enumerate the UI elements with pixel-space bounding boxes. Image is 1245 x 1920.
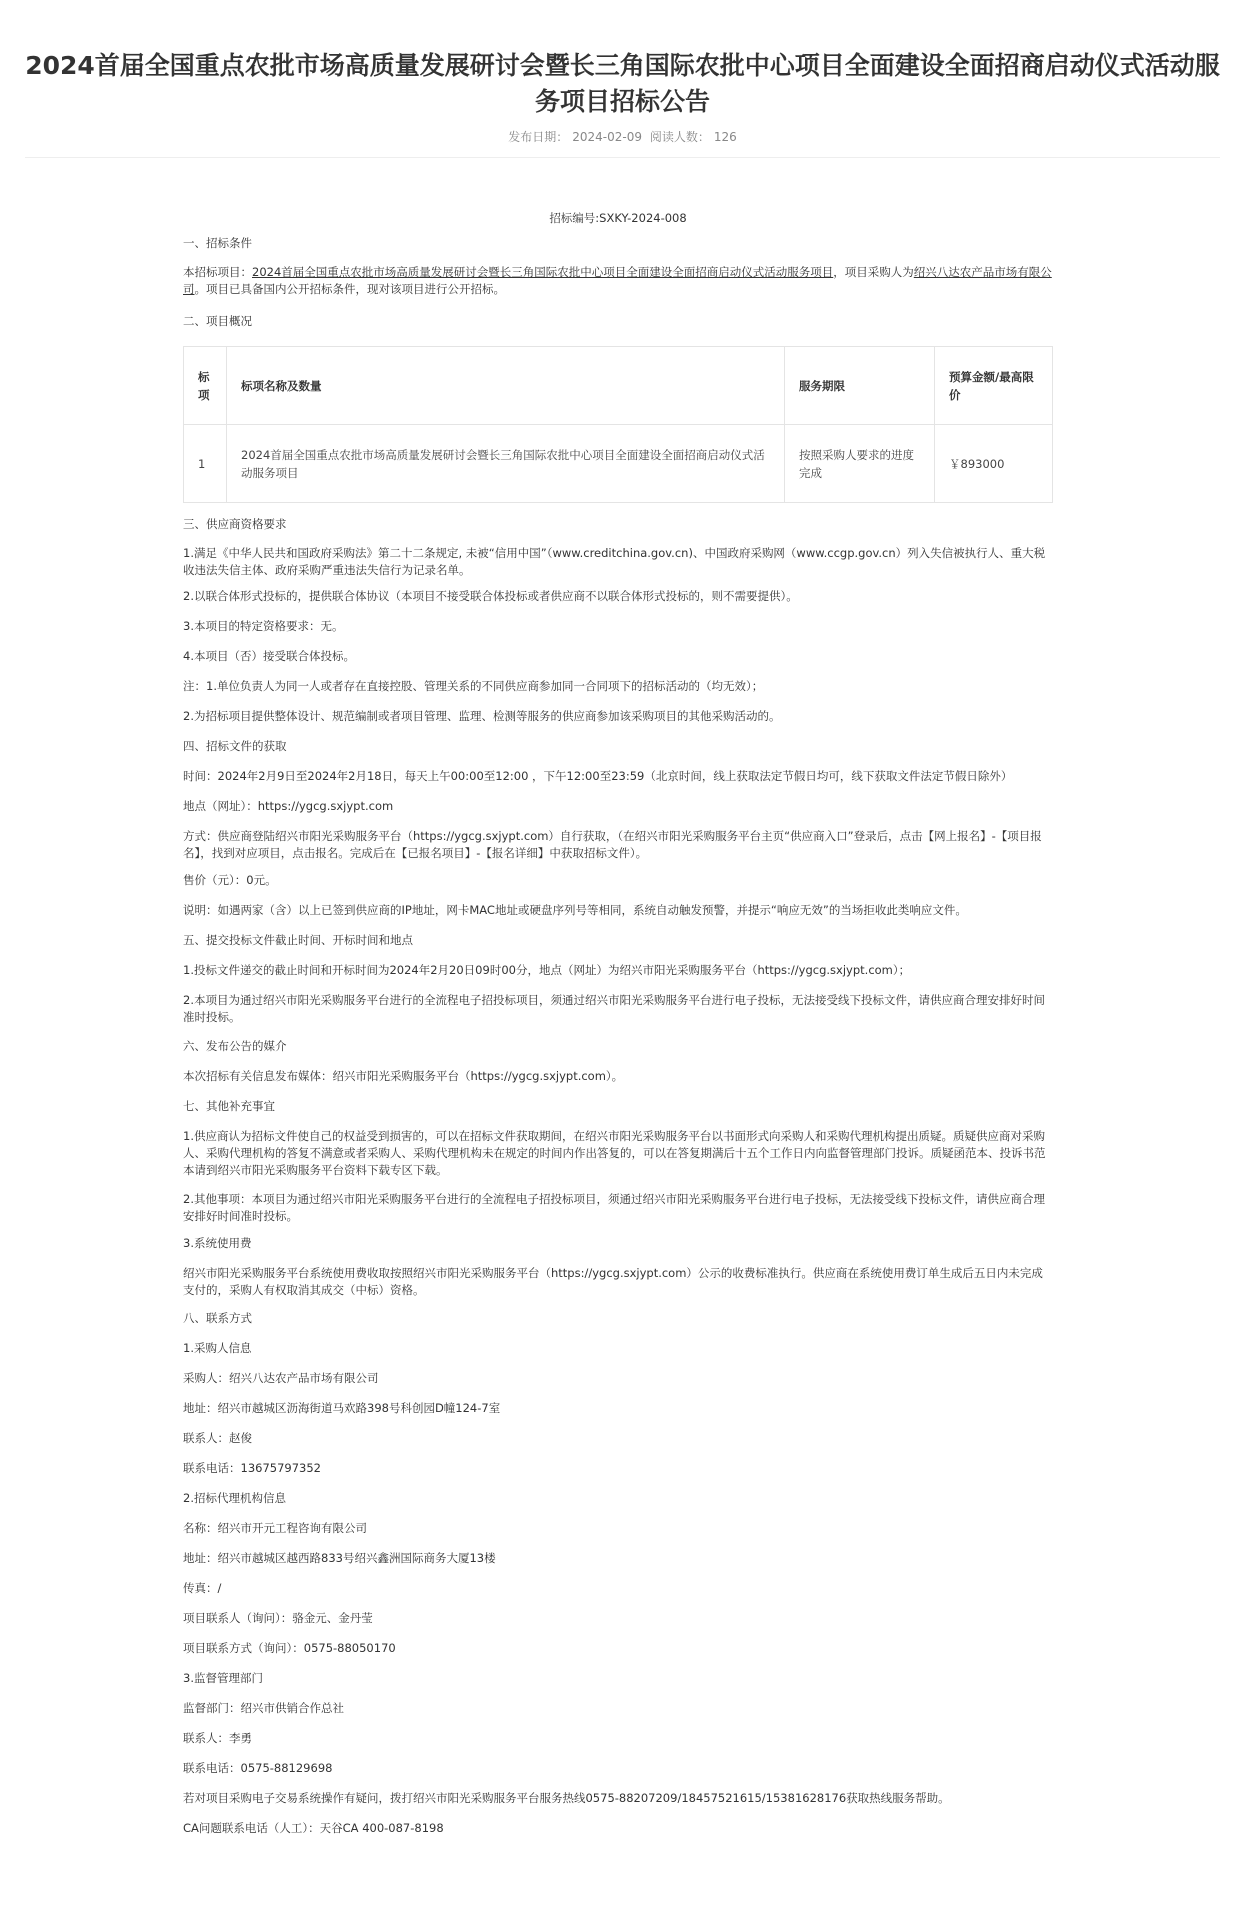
header-divider [25,157,1220,158]
page-title: 2024首届全国重点农批市场高质量发展研讨会暨长三角国际农批中心项目全面建设全面招商启动仪式活动服务项目招标公告 [25,51,1220,116]
s4-note: 说明：如遇两家（含）以上已签到供应商的IP地址，网卡MAC地址或硬盘序列号等相同，系统自动触发预警，并提示“响应无效”的当场拒收此类响应文件。 [183,903,967,917]
s5-para-1: 1.投标文件递交的截止时间和开标时间为2024年2月20日09时00分，地点（网址）为绍兴市阳光采购服务平台（https://ygcg.sxjypt.com）； [183,963,911,977]
s3-note-1: 注：1.单位负责人为同一人或者存在直接控股、管理关系的不同供应商参加同一合同项下的招标活动的（均无效）； [183,679,764,693]
s3-para-3: 3.本项目的特定资格要求：无。 [183,619,344,633]
table-header-row [184,347,1053,425]
publish-date-label: 发布日期： [508,130,569,144]
ca-phone: CA问题联系电话（人工）：天谷CA 400-087-8198 [183,1821,444,1835]
section-3-title: 三、供应商资格要求 [183,517,287,531]
buyer-name: 采购人：绍兴八达农产品市场有限公司 [183,1371,379,1385]
s7-para-4: 绍兴市阳光采购服务平台系统使用费收取按照绍兴市阳光采购服务平台（https://ygcg.sxjypt.com）公示的收费标准执行。供应商在系统使用费订单生成后五日内未完成支付的，采购人有权取消其成交（中标）资格。 [183,1266,1043,1297]
section-5-title: 五、提交投标文件截止时间、开标时间和地点 [183,933,413,947]
s3-para-4: 4.本项目（否）接受联合体投标。 [183,649,355,663]
table-cell: 1 [184,425,227,503]
supervisor-phone: 联系电话：0575-88129698 [183,1761,333,1775]
table-header-cell: 预算金额/最高限价 [935,347,1053,425]
s6-para-1: 本次招标有关信息发布媒体：绍兴市阳光采购服务平台（https://ygcg.sxjypt.com）。 [183,1069,624,1083]
project-name-link[interactable]: 2024首届全国重点农批市场高质量发展研讨会暨长三角国际农批中心项目全面建设全面招商启动仪式活动服务项目 [252,265,834,279]
s1-text-c: 。项目已具备国内公开招标条件，现对该项目进行公开招标。 [194,282,505,296]
table-cell: 按照采购人要求的进度完成 [785,425,935,503]
agent-name: 名称：绍兴市开元工程咨询有限公司 [183,1521,367,1535]
buyer-contact: 联系人：赵俊 [183,1431,252,1445]
section-4-title: 四、招标文件的获取 [183,739,287,753]
buyer-address: 地址：绍兴市越城区沥海街道马欢路398号科创园D幢124-7室 [183,1401,501,1415]
s7-para-3: 3.系统使用费 [183,1236,252,1250]
s1-text-b: ，项目采购人为 [833,265,914,279]
buyer-link[interactable]: 绍兴八达农产品市场有限公司 [183,265,1052,296]
s3-note-2: 2.为招标项目提供整体设计、规范编制或者项目管理、监理、检测等服务的供应商参加该采购项目的其他采购活动的。 [183,709,781,723]
buyer-phone: 联系电话：13675797352 [183,1461,321,1475]
s4-price: 售价（元）：0元。 [183,873,277,887]
read-count: 126 [713,130,737,144]
section-8-title: 八、联系方式 [183,1311,252,1325]
agent-address: 地址：绍兴市越城区越西路833号绍兴鑫洲国际商务大厦13楼 [183,1551,496,1565]
read-count-label: 阅读人数： [649,130,710,144]
table-cell: ￥893000 [935,425,1053,503]
supervisor-heading: 3.监督管理部门 [183,1671,263,1685]
buyer-info-heading: 1.采购人信息 [183,1341,252,1355]
agent-phone: 项目联系方式（询问）：0575-88050170 [183,1641,396,1655]
s3-para-2: 2.以联合体形式投标的，提供联合体协议（本项目不接受联合体投标或者供应商不以联合体形式投标的，则不需要提供）。 [183,589,798,603]
table-header-cell: 标项 [184,347,227,425]
section-1-text [183,264,1053,298]
agent-fax: 传真：/ [183,1581,222,1595]
s3-para-1: 1.满足《中华人民共和国政府采购法》第二十二条规定, 未被“信用中国”（www.creditchina.gov.cn)、中国政府采购网（www.ccgp.gov.cn）列入失信被执行人、重大税收违法失信主体、政府采购严重违法失信行为记录名单。 [183,546,1046,577]
s4-place: 地点（网址）：https://ygcg.sxjypt.com [183,799,394,813]
s1-text-a: 本招标项目： [183,265,252,279]
s7-para-2: 2.其他事项：本项目为通过绍兴市阳光采购服务平台进行的全流程电子招投标项目，须通过绍兴市阳光采购服务平台进行电子投标，无法接受线下投标文件，请供应商合理安排好时间准时投标。 [183,1192,1045,1223]
hotline-note: 若对项目采购电子交易系统操作有疑问，拨打绍兴市阳光采购服务平台服务热线0575-88207209/18457521615/15381628176获取热线服务帮助。 [183,1791,950,1805]
table-header-cell: 标项名称及数量 [227,347,785,425]
section-6-title: 六、发布公告的媒介 [183,1039,287,1053]
table-row [184,425,1053,503]
section-1-title: 一、招标条件 [183,236,252,250]
table-cell: 2024首届全国重点农批市场高质量发展研讨会暨长三角国际农批中心项目全面建设全面招商启动仪式活动服务项目 [227,425,785,503]
s7-para-1: 1.供应商认为招标文件使自己的权益受到损害的，可以在招标文件获取期间，在绍兴市阳光采购服务平台以书面形式向采购人和采购代理机构提出质疑。质疑供应商对采购人、采购代理机构的答复不满意或者采购人、采购代理机构未在规定的时间内作出答复的，可以在答复期满后十五个工作日内向监督管理部门投诉。质疑函范本、投诉书范本请到绍兴市阳光采购服务平台资料下载专区下载。 [183,1129,1046,1177]
supervisor-contact: 联系人：李勇 [183,1731,252,1745]
agent-info-heading: 2.招标代理机构信息 [183,1491,286,1505]
article-meta [0,128,1245,145]
s4-method: 方式：供应商登陆绍兴市阳光采购服务平台（https://ygcg.sxjypt.com）自行获取，（在绍兴市阳光采购服务平台主页“供应商入口”登录后，点击【网上报名】-【项目报名】，找到对应项目，点击报名。完成后在【已报名项目】-【报名详细】中获取招标文件）。 [183,829,1042,860]
table-header-cell: 服务期限 [785,347,935,425]
s4-time: 时间：2024年2月9日至2024年2月18日，每天上午00:00至12:00 ，下午12:00至23:59（北京时间，线上获取法定节假日均可，线下获取文件法定节假日除外） [183,769,1013,783]
section-2-title: 二、项目概况 [183,314,252,328]
publish-date: 2024-02-09 [572,130,642,144]
supervisor-dept: 监督部门：绍兴市供销合作总社 [183,1701,344,1715]
page-header [0,0,1245,158]
section-7-title: 七、其他补充事宜 [183,1099,275,1113]
project-table [183,346,1053,503]
tender-code: 招标编号:SXKY-2024-008 [549,211,687,225]
s5-para-2: 2.本项目为通过绍兴市阳光采购服务平台进行的全流程电子招投标项目，须通过绍兴市阳光采购服务平台进行电子投标，无法接受线下投标文件，请供应商合理安排好时间准时投标。 [183,993,1045,1024]
agent-contact: 项目联系人（询问）：骆金元、金丹莹 [183,1611,373,1625]
